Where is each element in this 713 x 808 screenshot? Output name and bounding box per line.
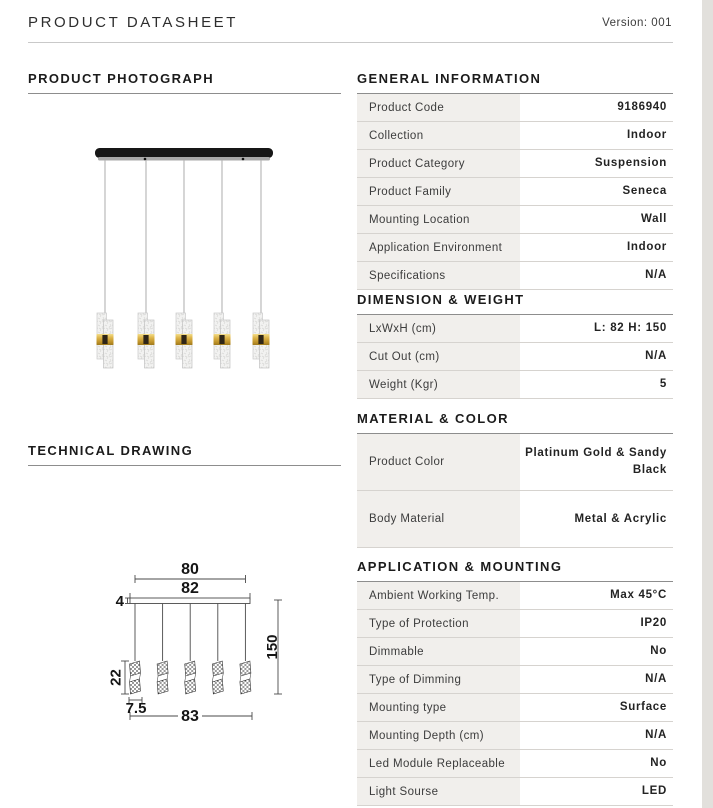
spec-rows [357,94,673,290]
spec-row [357,150,673,178]
spec-section-title: APPLICATION & MOUNTING [357,559,673,582]
spec-label: Mounting Depth (cm) [357,722,520,749]
spec-value: L: 82 H: 150 [594,322,667,335]
dim-suspension-height-label: 150 [264,634,281,660]
spec-row [357,694,673,722]
spec-value: IP20 [640,617,667,630]
spec-row [357,343,673,371]
spec-value: 5 [659,378,667,391]
spec-row [357,434,673,491]
spec-label: Product Family [357,178,520,205]
spec-value: N/A [645,729,667,742]
spec-label: Collection [357,122,520,149]
spec-row [357,206,673,234]
spec-row [357,722,673,750]
spec-tables-column [357,0,673,808]
technical-drawing-graphic [28,530,348,740]
spec-rows [357,582,673,806]
product-photo [28,95,348,430]
spec-label: Product Category [357,150,520,177]
page-edge-strip [702,0,713,808]
technical-drawing [28,530,348,740]
spec-row [357,778,673,806]
spec-row [357,491,673,548]
spec-label: Led Module Replaceable [357,750,520,777]
spec-value: Metal & Acrylic [574,512,667,525]
pendant-lamps [97,313,270,368]
spec-value: Seneca [622,185,667,198]
spec-row [357,638,673,666]
drawing-section-title: TECHNICAL DRAWING [28,443,341,466]
spec-label: Ambient Working Temp. [357,582,520,609]
spec-label: Specifications [357,262,520,289]
spec-row [357,610,673,638]
photo-section-title: PRODUCT PHOTOGRAPH [28,71,341,94]
spec-label: Cut Out (cm) [357,343,520,370]
spec-label: Mounting type [357,694,520,721]
left-column [28,71,341,808]
canopy-bar [95,148,273,161]
spec-label: Mounting Location [357,206,520,233]
spec-value: 9186940 [617,101,667,114]
spec-row [357,666,673,694]
page-title: PRODUCT DATASHEET [28,14,239,31]
dim-canopy-height-label: 4 [115,593,124,610]
spec-value: LED [641,785,667,798]
spec-label: LxWxH (cm) [357,315,520,342]
spec-value: Suspension [594,157,667,170]
spec-value: N/A [645,350,667,363]
suspension-cords [105,160,261,314]
dim-overall-width-label: 83 [181,708,199,725]
spec-row [357,371,673,399]
spec-value: Platinum Gold & Sandy Black [525,447,667,476]
spec-value: No [650,757,667,770]
spec-value: Wall [640,213,667,226]
spec-value: N/A [645,269,667,282]
dim-cord-span-label: 80 [181,561,199,578]
spec-label: Weight (Kgr) [357,371,520,398]
spec-section-title: DIMENSION & WEIGHT [357,292,673,315]
spec-value: Max 45°C [610,589,667,602]
spec-label: Application Environment [357,234,520,261]
version-label: Version: 001 [602,17,672,29]
spec-label: Type of Dimming [357,666,520,693]
spec-label: Product Color [357,434,520,490]
spec-rows [357,434,673,548]
spec-value: Indoor [627,241,667,254]
spec-section [357,411,673,548]
spec-row [357,582,673,610]
product-photo-graphic [28,95,348,430]
spec-section [357,559,673,806]
spec-row [357,262,673,290]
spec-value: N/A [645,673,667,686]
drawing-pendants [130,661,251,694]
dim-pendant-width-label: 7.5 [125,700,147,717]
spec-row [357,178,673,206]
spec-row [357,234,673,262]
spec-label: Light Sourse [357,778,520,805]
spec-section-title: GENERAL INFORMATION [357,71,673,94]
spec-value: Surface [619,701,667,714]
spec-row [357,122,673,150]
spec-value: Indoor [627,129,667,142]
spec-section [357,292,673,399]
spec-label: Dimmable [357,638,520,665]
spec-value: No [650,645,667,658]
spec-section-title: MATERIAL & COLOR [357,411,673,434]
dim-canopy-width-label: 82 [181,580,199,597]
spec-row [357,750,673,778]
dim-pendant-height-label: 22 [107,669,125,686]
spec-label: Body Material [357,491,520,547]
spec-rows [357,315,673,399]
spec-label: Type of Protection [357,610,520,637]
spec-row [357,94,673,122]
spec-label: Product Code [357,94,520,121]
spec-section [357,71,673,290]
spec-row [357,315,673,343]
